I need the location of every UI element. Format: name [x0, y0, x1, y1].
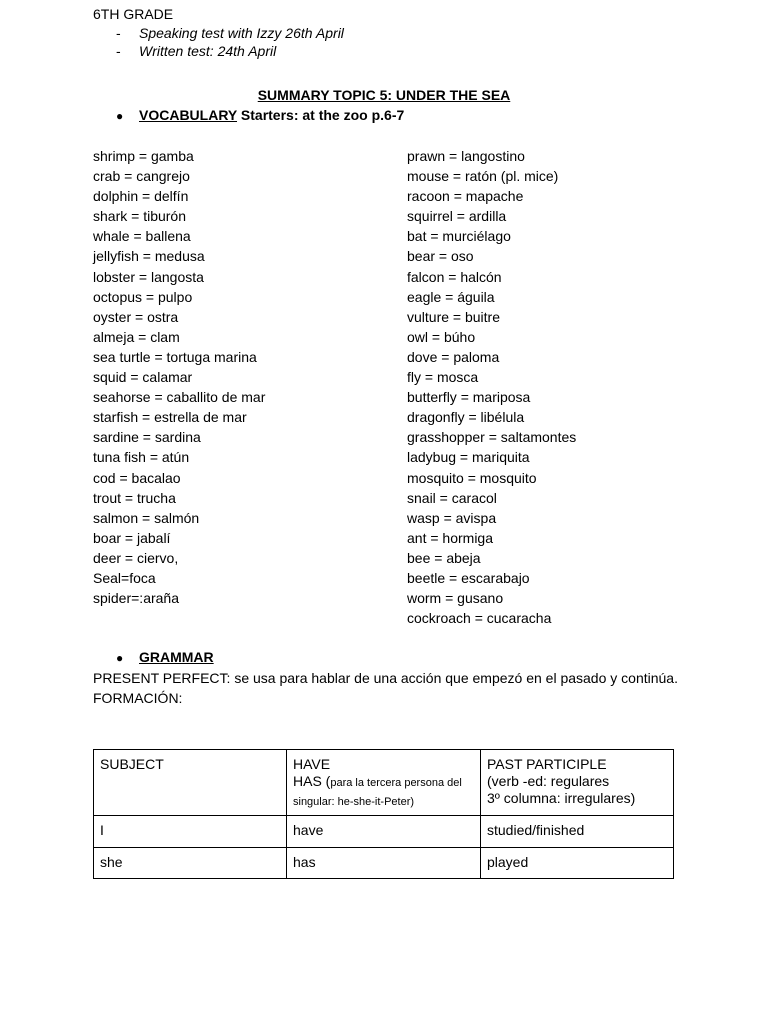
- subject-cell: I: [94, 816, 287, 848]
- past-participle-regular-note: (verb -ed: regulares: [487, 773, 610, 789]
- bullet-icon: ●: [116, 109, 124, 123]
- test-dates-list: [116, 24, 344, 60]
- subject-header: SUBJECT: [100, 756, 164, 772]
- vocabulary-item: sea turtle = tortuga marina: [93, 348, 257, 365]
- vocabulary-item: worm = gusano: [407, 590, 504, 607]
- vocabulary-item: jellyfish = medusa: [93, 248, 205, 265]
- vocabulary-item: lobster = langosta: [93, 268, 204, 285]
- vocabulary-item: squirrel = ardilla: [407, 208, 507, 225]
- grammar-heading-row: [116, 649, 214, 665]
- vocabulary-item: vulture = buitre: [407, 308, 500, 325]
- vocabulary-item: grasshopper = saltamontes: [407, 429, 577, 446]
- vocabulary-item: racoon = mapache: [407, 188, 524, 205]
- has-note: para la tercera persona del singular: he-she-it-Peter): [293, 777, 462, 808]
- dash-marker: -: [116, 25, 121, 41]
- vocabulary-item: tuna fish = atún: [93, 449, 190, 466]
- bullet-icon: ●: [116, 651, 124, 665]
- formation-table: [93, 749, 674, 879]
- vocabulary-item: prawn = langostino: [407, 148, 525, 164]
- vocabulary-item: falcon = halcón: [407, 268, 502, 285]
- vocabulary-column-zoo-animals: [407, 146, 576, 628]
- summary-title: SUMMARY TOPIC 5: UNDER THE SEA: [257, 87, 511, 103]
- vocabulary-item: trout = trucha: [93, 489, 176, 506]
- participle-cell: studied/finished: [481, 816, 674, 848]
- vocabulary-item: snail = caracol: [407, 489, 497, 506]
- grade-label: 6TH GRADE: [93, 6, 174, 22]
- formation-label: FORMACIÓN:: [93, 690, 183, 706]
- vocabulary-item: whale = ballena: [93, 228, 191, 245]
- have-header-cell: [287, 750, 481, 816]
- vocabulary-item: octopus = pulpo: [93, 288, 193, 305]
- speaking-test-text: Speaking test with Izzy 26th April: [139, 25, 344, 41]
- vocabulary-item: bear = oso: [407, 248, 474, 265]
- dash-marker: -: [116, 43, 121, 59]
- has-header: [293, 773, 474, 811]
- present-perfect-definition: PRESENT PERFECT: se usa para hablar de una acción que empezó en el pasado y continúa.: [93, 670, 678, 686]
- vocabulary-item: crab = cangrejo: [93, 168, 190, 185]
- vocabulary-item: beetle = escarabajo: [407, 569, 530, 586]
- vocabulary-item: eagle = águila: [407, 288, 495, 305]
- vocabulary-item: mouse = ratón (pl. mice): [407, 168, 559, 185]
- subject-header-cell: [94, 750, 287, 816]
- vocabulary-item: ant = hormiga: [407, 529, 493, 546]
- vocabulary-item: shark = tiburón: [93, 208, 186, 225]
- aux-cell: has: [287, 848, 481, 879]
- vocabulary-item: boar = jabalí: [93, 529, 171, 546]
- past-participle-irregular-note: 3º columna: irregulares): [487, 790, 636, 806]
- has-prefix: HAS (: [293, 773, 331, 789]
- table-row: [94, 848, 674, 879]
- vocabulary-item: mosquito = mosquito: [407, 469, 537, 486]
- test-date-item: [116, 24, 344, 42]
- vocabulary-subheading: Starters: at the zoo p.6-7: [237, 107, 405, 123]
- vocabulary-item: salmon = salmón: [93, 509, 200, 526]
- vocabulary-item: butterfly = mariposa: [407, 389, 531, 406]
- vocabulary-item: dove = paloma: [407, 348, 500, 365]
- participle-cell: played: [481, 848, 674, 879]
- vocabulary-item: cockroach = cucaracha: [407, 610, 552, 627]
- test-date-item: [116, 42, 344, 60]
- vocabulary-item: deer = ciervo,: [93, 549, 179, 566]
- past-participle-header: PAST PARTICIPLE: [487, 756, 607, 772]
- have-header: HAVE: [293, 756, 331, 772]
- vocabulary-heading: VOCABULARY: [139, 107, 238, 123]
- written-test-text: Written test: 24th April: [139, 43, 277, 59]
- vocabulary-item: Seal=foca: [93, 569, 156, 586]
- vocabulary-item: squid = calamar: [93, 369, 193, 386]
- subject-cell: she: [94, 848, 287, 879]
- vocabulary-item: ladybug = mariquita: [407, 449, 530, 466]
- vocabulary-item: starfish = estrella de mar: [93, 409, 247, 426]
- grammar-explanation: [93, 668, 683, 708]
- past-participle-header-cell: [481, 750, 674, 816]
- table-header-row: [94, 750, 674, 816]
- vocabulary-item: bat = murciélago: [407, 228, 511, 245]
- vocabulary-item: spider=:araña: [93, 590, 180, 607]
- table-row: [94, 816, 674, 848]
- vocabulary-item: oyster = ostra: [93, 308, 179, 325]
- vocabulary-item: seahorse = caballito de mar: [93, 389, 266, 406]
- vocabulary-item: sardine = sardina: [93, 429, 201, 446]
- vocabulary-item: owl = búho: [407, 328, 476, 345]
- grammar-heading: GRAMMAR: [139, 649, 214, 665]
- vocabulary-heading-row: [116, 107, 404, 123]
- vocabulary-item: bee = abeja: [407, 549, 481, 566]
- vocabulary-item: wasp = avispa: [407, 509, 497, 526]
- vocabulary-item: almeja = clam: [93, 328, 180, 345]
- vocabulary-item: shrimp = gamba: [93, 148, 194, 164]
- vocabulary-item: fly = mosca: [407, 369, 479, 386]
- aux-cell: have: [287, 816, 481, 848]
- vocabulary-item: cod = bacalao: [93, 469, 181, 486]
- vocabulary-item: dolphin = delfín: [93, 188, 189, 205]
- vocabulary-item: dragonfly = libélula: [407, 409, 525, 426]
- vocabulary-column-sea-animals: [93, 146, 265, 608]
